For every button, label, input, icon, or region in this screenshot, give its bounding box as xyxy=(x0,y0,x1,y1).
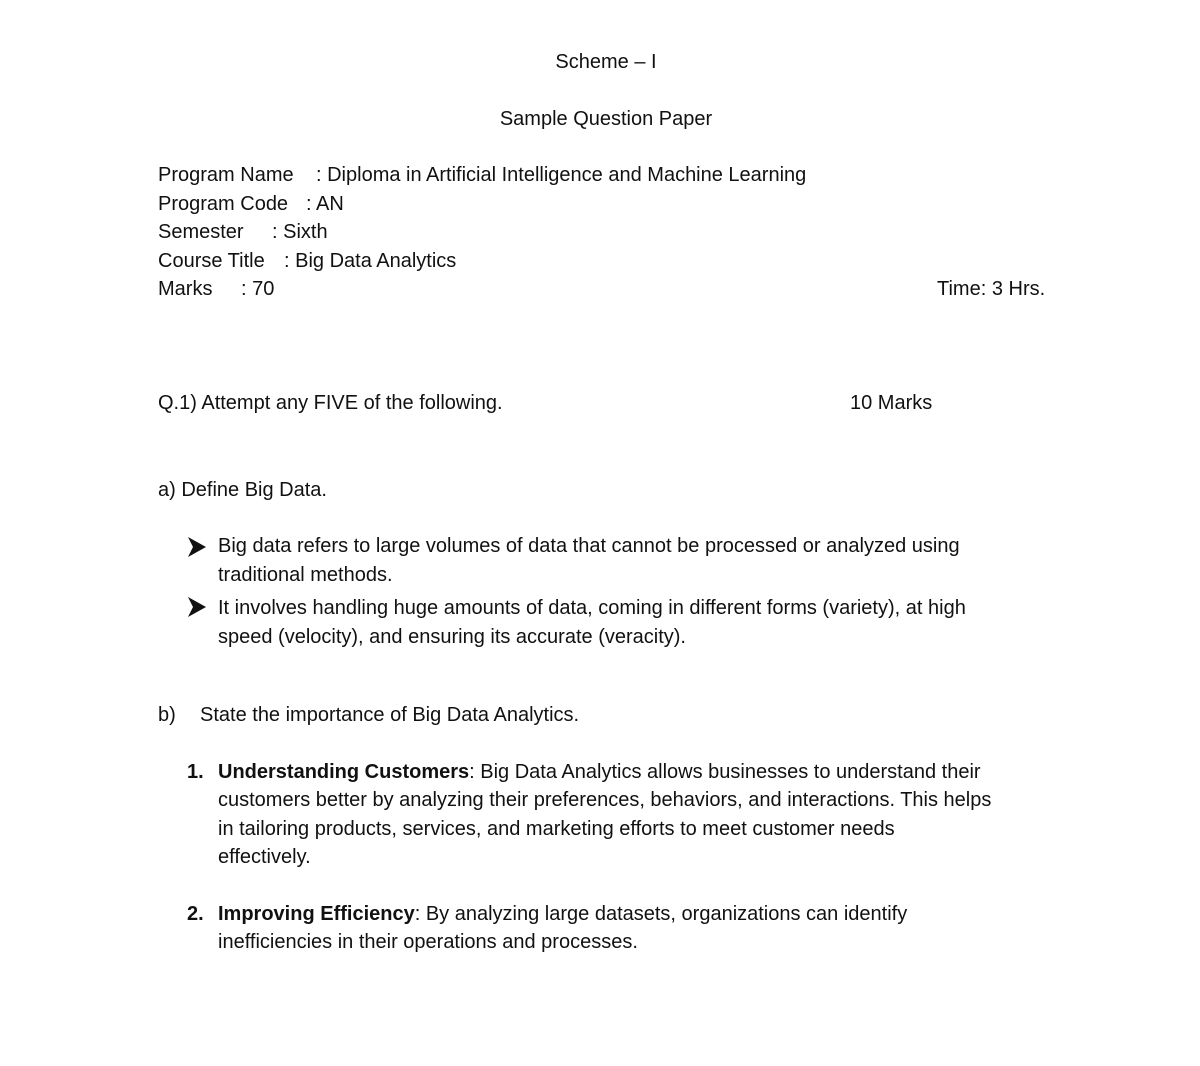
semester-value: : Sixth xyxy=(272,221,328,243)
semester-label: Semester xyxy=(158,221,244,243)
program-name-value: : Diploma in Artificial Intelligence and Machine Learning xyxy=(316,164,807,186)
bullet-2-line-2: speed (velocity), and ensuring its accurate (veracity). xyxy=(218,626,686,648)
time-duration: Time: 3 Hrs. xyxy=(937,278,1046,300)
item-2-number: 2. xyxy=(187,903,204,925)
item-1-line-3: in tailoring products, services, and marketing efforts to meet customer needs xyxy=(218,818,895,840)
program-code-label: Program Code xyxy=(158,193,289,215)
course-title-label: Course Title xyxy=(158,250,265,272)
item-1-line-1 xyxy=(218,758,981,786)
program-code-value: : AN xyxy=(306,193,344,215)
bullet-1-line-1: Big data refers to large volumes of data that cannot be processed or analyzed using xyxy=(218,535,960,557)
paper-title: Sample Question Paper xyxy=(499,108,713,130)
scheme-heading: Scheme – I xyxy=(555,51,657,73)
item-1-number: 1. xyxy=(187,761,204,783)
item-1-term: Understanding Customers xyxy=(218,761,470,783)
item-2-text: : By analyzing large datasets, organizations can identify xyxy=(414,903,908,925)
bullet-1-line-2: traditional methods. xyxy=(218,564,393,586)
item-2-line-2: inefficiencies in their operations and processes. xyxy=(218,931,638,953)
q1-marks: 10 Marks xyxy=(850,392,933,414)
program-name-label: Program Name xyxy=(158,164,294,186)
question-b-label: b) xyxy=(158,704,176,726)
q1-title: Q.1) Attempt any FIVE of the following. xyxy=(158,392,503,414)
bullet-2-line-1: It involves handling huge amounts of data, coming in different forms (variety), at high xyxy=(218,597,966,619)
course-title-value: : Big Data Analytics xyxy=(284,250,457,272)
question-b: State the importance of Big Data Analytics. xyxy=(200,704,580,726)
item-1-line-2: customers better by analyzing their preferences, behaviors, and interactions. This helps xyxy=(218,789,992,811)
item-1-line-4: effectively. xyxy=(218,846,311,868)
arrow-bullet-icon xyxy=(186,595,208,619)
question-a: a) Define Big Data. xyxy=(158,479,327,501)
item-1-text: : Big Data Analytics allows businesses to understand their xyxy=(469,761,981,783)
item-2-term: Improving Efficiency xyxy=(218,903,415,925)
arrow-bullet-icon xyxy=(186,535,208,559)
item-2-line-1 xyxy=(218,900,907,928)
marks-label: Marks xyxy=(158,278,213,300)
marks-value: : 70 xyxy=(241,278,275,300)
